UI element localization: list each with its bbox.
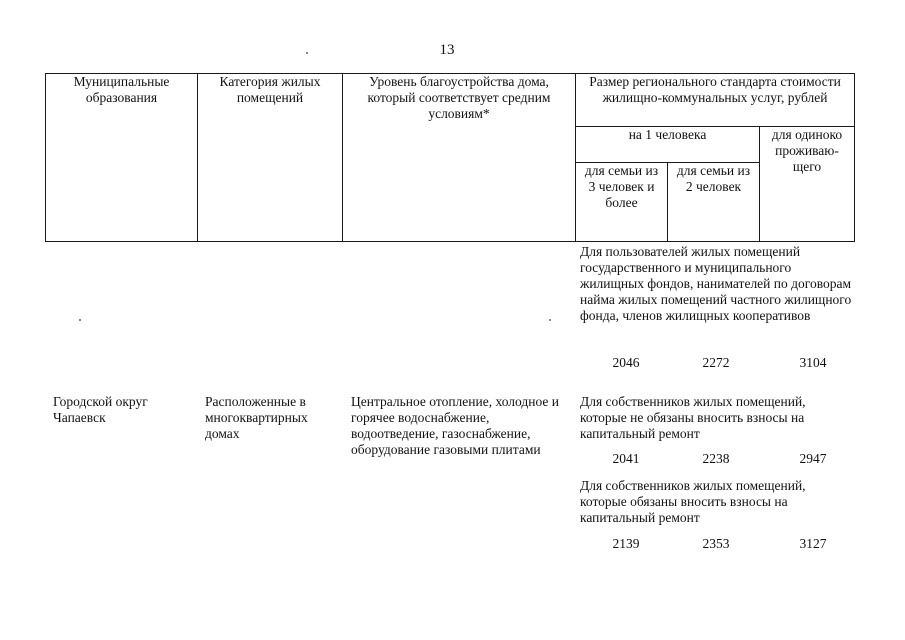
standards-table-header xyxy=(45,73,855,242)
header-single: для одиноко проживаю-щего xyxy=(760,127,855,242)
row-municipal: Городской округ Чапаевск xyxy=(53,394,148,425)
scan-speck xyxy=(306,52,308,54)
header-per-person: на 1 человека xyxy=(576,127,760,163)
row-category: Расположенные в многоквартирных домах xyxy=(205,394,308,441)
row-improvement-level: Центральное отопление, холодное и горячее водоснабжение, водоотведение, газоснабжение, оборудование газовыми плитами xyxy=(351,394,559,457)
value-owners-repair-single: 3127 xyxy=(799,536,827,551)
header-family-2: для семьи из 2 человек xyxy=(668,163,760,242)
value-tenants-family2: 2272 xyxy=(702,355,730,370)
value-owners-repair-family2: 2353 xyxy=(702,536,730,551)
header-family-3: для семьи из 3 человек и более xyxy=(576,163,668,242)
scan-speck xyxy=(549,319,551,321)
scan-speck xyxy=(79,319,81,321)
header-level: Уровень благоустройства дома, который соответствует средним условиям* xyxy=(343,74,576,242)
header-municipal: Муниципальные образования xyxy=(46,74,198,242)
value-tenants-family3: 2046 xyxy=(612,355,640,370)
group-title-owners-repair: Для собственников жилых помещений, которые обязаны вносить взносы на капитальный ремонт xyxy=(580,478,806,525)
header-standard-size: Размер регионального стандарта стоимости жилищно-коммунальных услуг, рублей xyxy=(576,74,855,127)
header-category: Категория жилых помещений xyxy=(198,74,343,242)
value-owners-no-repair-family2: 2238 xyxy=(702,451,730,466)
value-tenants-single: 3104 xyxy=(799,355,827,370)
value-owners-no-repair-single: 2947 xyxy=(799,451,827,466)
group-title-owners-no-repair: Для собственников жилых помещений, которые не обязаны вносить взносы на капитальный ремонт xyxy=(580,394,806,441)
value-owners-repair-family3: 2139 xyxy=(612,536,640,551)
group-title-tenants: Для пользователей жилых помещений государственного и муниципального жилищных фондов, нанимателей по договорам найма жилых помещений частного жилищного фонда, членов жилищных кооперативов xyxy=(580,244,852,323)
value-owners-no-repair-family3: 2041 xyxy=(612,451,640,466)
page-number: 13 xyxy=(439,42,455,58)
